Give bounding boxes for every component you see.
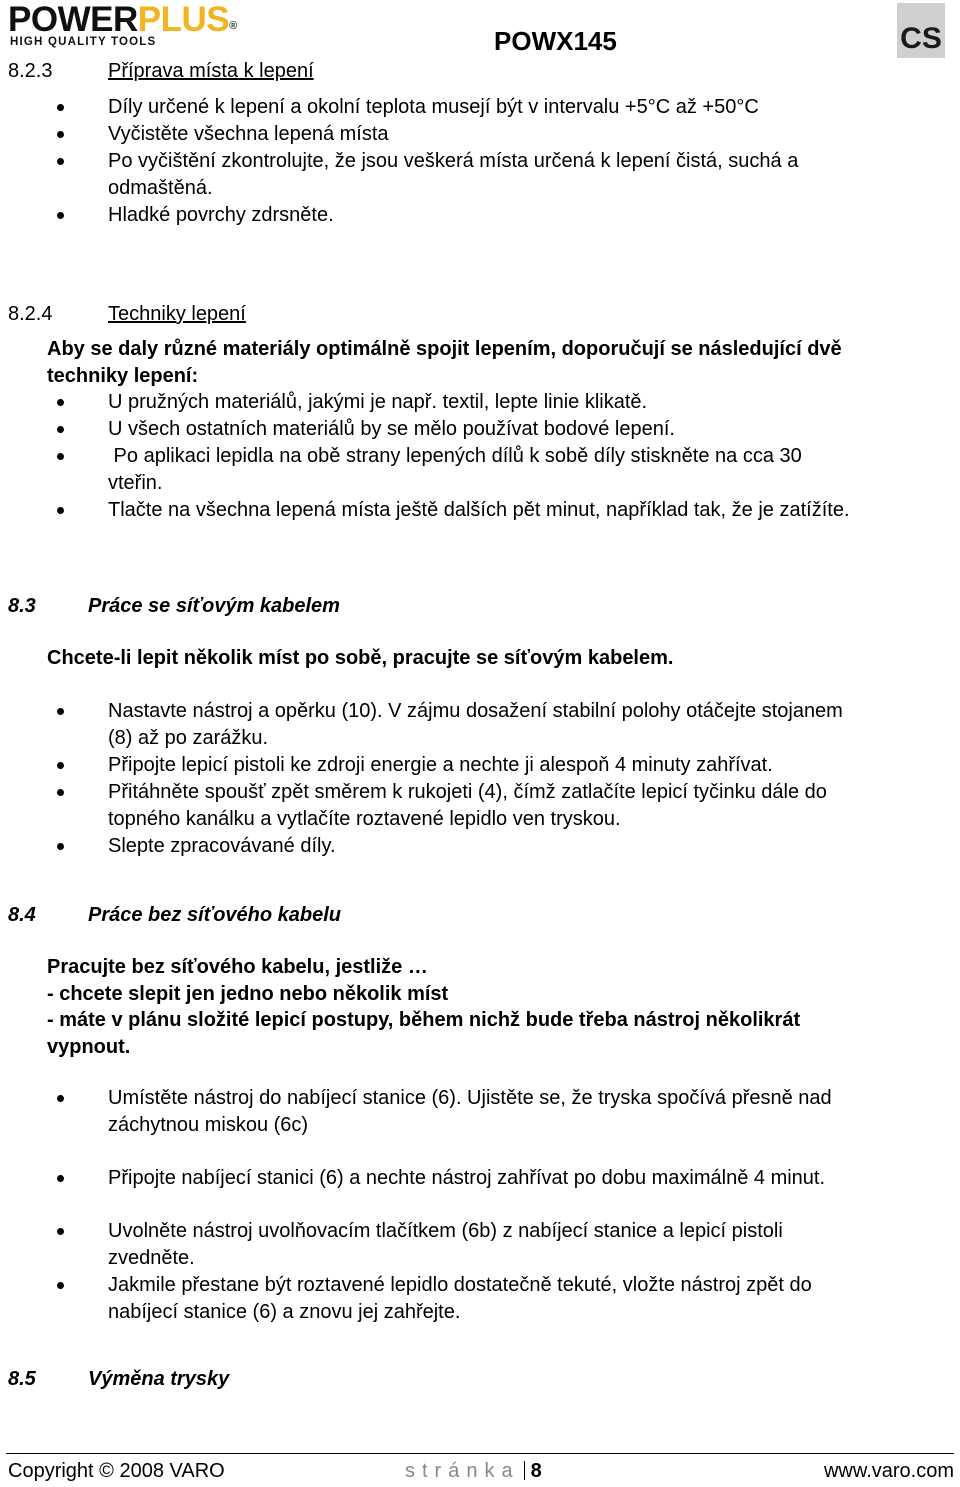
- bullet-icon: [57, 131, 64, 138]
- footer-copyright: Copyright © 2008 VARO: [8, 1460, 225, 1482]
- section-number: 8.2.4: [8, 303, 53, 325]
- bullet-icon: [57, 1282, 64, 1289]
- brand-logo: [8, 0, 237, 41]
- language-badge: CS: [897, 3, 945, 58]
- list-item: U pružných materiálů, jakými je např. textil, lepte linie klikatě.: [108, 391, 648, 413]
- list-item: Vyčistěte všechna lepená místa: [108, 123, 389, 145]
- section-number: 8.2.3: [8, 60, 53, 82]
- bullet-icon: [57, 762, 64, 769]
- list-item: U všech ostatních materiálů by se mělo používat bodové lepení.: [108, 418, 675, 440]
- section-title: Příprava místa k lepení: [108, 60, 314, 82]
- bullet-icon: [57, 212, 64, 219]
- list-item: Po vyčištění zkontrolujte, že jsou veškerá místa určená k lepení čistá, suchá a odmaštěná.: [108, 150, 799, 199]
- section-title: Techniky lepení: [108, 303, 246, 325]
- bullet-icon: [57, 158, 64, 165]
- logo-tagline: HIGH QUALITY TOOLS: [10, 36, 157, 48]
- bullet-icon: [57, 843, 64, 850]
- bullet-icon: [57, 1175, 64, 1182]
- footer-page-indicator: [405, 1458, 542, 1484]
- section-intro: Chcete-li lepit několik míst po sobě, pracujte se síťovým kabelem.: [47, 647, 674, 669]
- footer-page-separator: [524, 1461, 525, 1480]
- section-intro: Aby se daly různé materiály optimálně spojit lepením, doporučují se následující dvě techniky lepení:: [47, 338, 842, 387]
- footer-divider: [6, 1453, 954, 1454]
- bullet-icon: [57, 104, 64, 111]
- footer-website-link[interactable]: www.varo.com: [823, 1460, 954, 1482]
- bullet-icon: [57, 708, 64, 715]
- bullet-icon: [57, 1095, 64, 1102]
- model-number: POWX145: [494, 26, 617, 56]
- bullet-icon: [57, 789, 64, 796]
- bullet-icon: [57, 507, 64, 514]
- list-item: Po aplikaci lepidla na obě strany lepených dílů k sobě díly stiskněte na cca 30 vteřin.: [108, 445, 802, 494]
- section-title: Výměna trysky: [88, 1368, 230, 1390]
- list-item: Tlačte na všechna lepená místa ještě dalších pět minut, například tak, že je zatížíte.: [108, 499, 850, 521]
- section-intro: Pracujte bez síťového kabelu, jestliže … - chcete slepit jen jedno nebo několik míst - máte v plánu složité lepicí postupy, během nichž bude třeba nástroj několikrát vypnout.: [47, 956, 801, 1058]
- logo-power-text: POWER: [8, 0, 138, 39]
- section-number: 8.3: [8, 595, 36, 617]
- list-item: Přitáhněte spoušť zpět směrem k rukojeti (4), čímž zatlačíte lepicí tyčinku dále do topného kanálku a vytlačíte roztavené lepidlo ven tryskou.: [108, 781, 827, 830]
- bullet-icon: [57, 1228, 64, 1235]
- section-number: 8.5: [8, 1368, 36, 1390]
- list-item: Uvolněte nástroj uvolňovacím tlačítkem (6b) z nabíjecí stanice a lepicí pistoli zvedněte.: [108, 1220, 783, 1269]
- section-number: 8.4: [8, 904, 36, 926]
- footer-page-label: stránka: [405, 1460, 520, 1482]
- logo-plus-text: PLUS: [137, 0, 230, 39]
- list-item: Připojte nabíjecí stanici (6) a nechte nástroj zahřívat po dobu maximálně 4 minut.: [108, 1167, 826, 1189]
- list-item: Hladké povrchy zdrsněte.: [108, 204, 334, 226]
- bullet-icon: [57, 453, 64, 460]
- footer-page-number: 8: [530, 1460, 542, 1482]
- bullet-icon: [57, 399, 64, 406]
- section-title: Práce se síťovým kabelem: [88, 595, 340, 617]
- list-item: Jakmile přestane být roztavené lepidlo dostatečně tekuté, vložte nástroj zpět do nabíjecí stanice (6) a znovu jej zahřejte.: [108, 1274, 812, 1323]
- section-title: Práce bez síťového kabelu: [88, 904, 342, 926]
- list-item: Díly určené k lepení a okolní teplota musejí být v intervalu +5°C až +50°C: [108, 96, 759, 118]
- bullet-icon: [57, 426, 64, 433]
- logo-registered-mark: ®: [229, 20, 237, 32]
- list-item: Slepte zpracovávané díly.: [108, 835, 336, 857]
- list-item: Nastavte nástroj a opěrku (10). V zájmu dosažení stabilní polohy otáčejte stojanem (8) až po zarážku.: [108, 700, 843, 749]
- list-item: Připojte lepicí pistoli ke zdroji energie a nechte ji alespoň 4 minuty zahřívat.: [108, 754, 773, 776]
- list-item: Umístěte nástroj do nabíjecí stanice (6). Ujistěte se, že tryska spočívá přesně nad záchytnou miskou (6c): [108, 1087, 832, 1136]
